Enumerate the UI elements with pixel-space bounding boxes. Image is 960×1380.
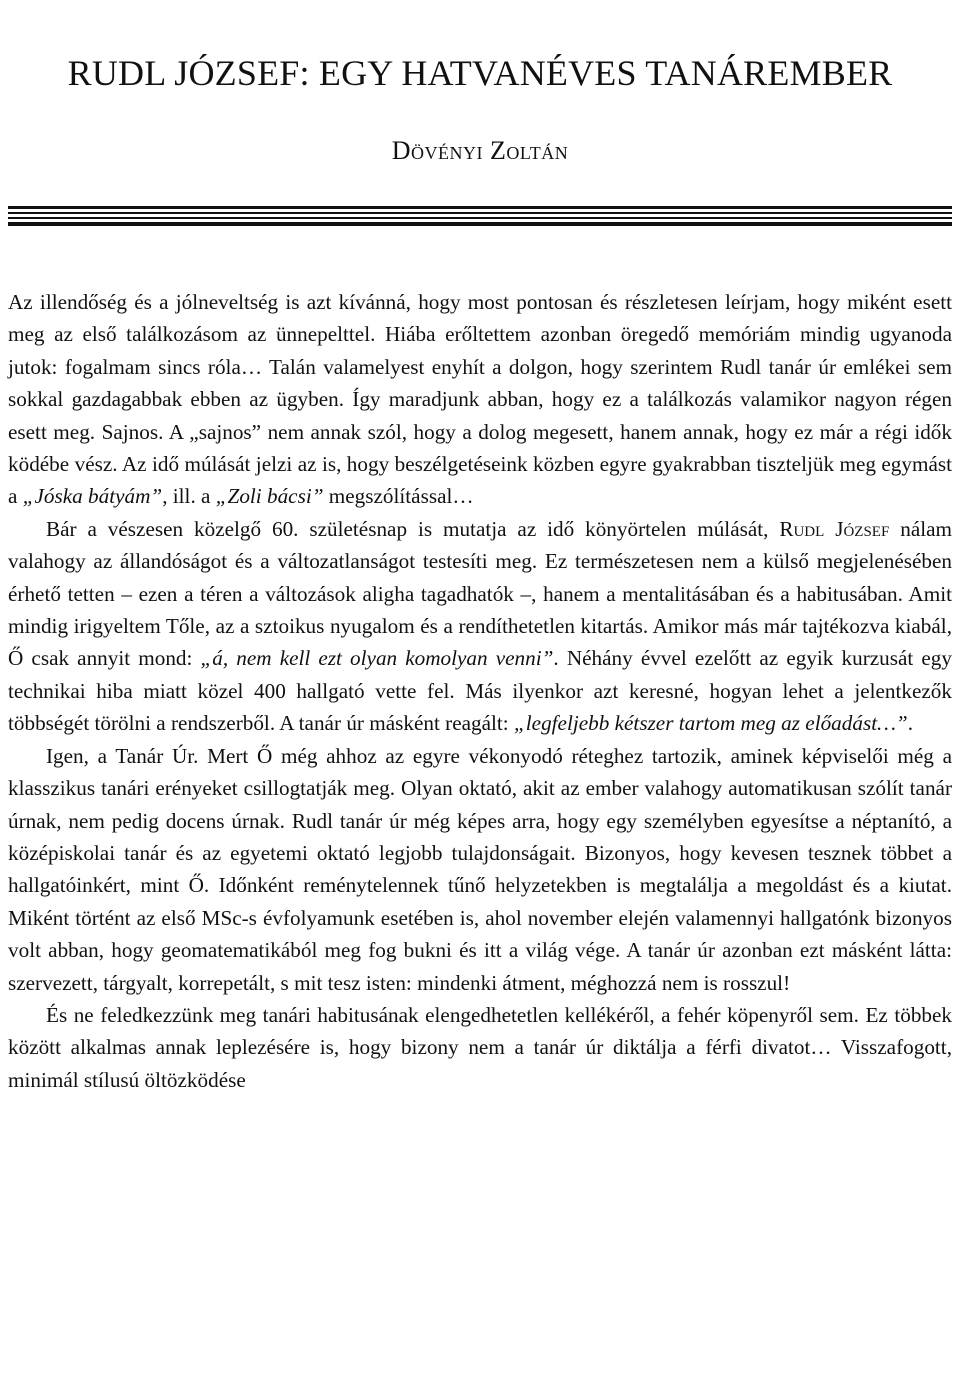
- paragraph: [8, 513, 952, 740]
- quoted-phrase: „Zoli bácsi”: [215, 484, 324, 509]
- text-run: nálam valahogy az állandóságot és a változatlanságot testesíti meg. Ez természetesen nem a külső megjelenésében érhető tetten – ezen a téren a változások aligha tagadhatók –, hanem a mentalitásában és a habitusában. Amit mindig irigyeltem Tőle, az a sztoikus nyugalom és a rendíthetetlen kitartás. Amikor más már tajtékozva kiabál, Ő csak annyit mond:: [8, 516, 952, 671]
- title-divider-line: [8, 212, 952, 214]
- article-body: [8, 286, 952, 1096]
- paragraph: [8, 999, 952, 1096]
- person-name: Rudl József: [779, 516, 890, 541]
- quoted-phrase: „á, nem kell ezt olyan komolyan venni”: [200, 646, 554, 671]
- text-run: .: [907, 711, 914, 736]
- text-run: , ill. a: [162, 484, 216, 509]
- text-run: Igen, a Tanár Úr. Mert Ő még ahhoz az egyre vékonyodó réteghez tartozik, aminek képviselői még a klasszikus tanári erényeket csillogtatják meg. Olyan oktató, akit az ember valahogy automatikusan szólít tanár úrnak, nem pedig docens úrnak. Rudl tanár úr még képes arra, hogy egy személyben egyesítse a néptanító, a középiskolai tanár és az egyetemi oktató legjobb tulajdonságait. Bizonyos, hogy kevesen tesznek többet a hallgatóinkért, mint Ő. Időnként reménytelennek tűnő helyzetekben is megtalálja a megoldást és a kiutat. Miként történt az első MSc-s évfolyamunk esetében is, ahol november elején valamennyi hallgatónk bizonyos volt abban, hogy geomatematikából meg fog bukni és itt a világ vége. A tanár úr azonban ezt másként látta: szervezett, tárgyalt, korrepetált, s mit tesz isten: mindenki átment, méghozzá nem is rosszul!: [8, 743, 952, 995]
- text-run: És ne feledkezzünk meg tanári habitusának elengedhetetlen kellékéről, a fehér köpenyről sem. Ez többek között alkalmas annak leplezésére is, hogy bizony nem a tanár úr diktálja a férfi divatot… Visszafogott, minimál stílusú öltözködése: [8, 1002, 952, 1092]
- text-run: megszólítással…: [323, 484, 474, 509]
- paragraph: [8, 286, 952, 513]
- text-run: Az illendőség és a jólneveltség is azt kívánná, hogy most pontosan és részletesen leírjam, hogy miként esett meg az első találkozásom az ünnepelttel. Hiába erőltettem azonban öregedő memóriám mindig ugyanoda jutok: fogalmam sincs róla… Talán valamelyest enyhít a dolgon, hogy szerintem Rudl tanár úr emlékei sem sokkal gazdagabbak ebben az ügyben. Így maradjunk abban, hogy ez a találkozás valamikor nagyon régen esett meg. Sajnos. A „sajnos” nem annak szól, hogy a dolog megesett, hanem annak, hogy ez már a régi idők ködébe vész. Az idő múlását jelzi az is, hogy beszélgetéseink közben egyre gyakrabban tiszteljük meg egymást a: [8, 290, 952, 509]
- paragraph: [8, 740, 952, 999]
- text-run: . Néhány évvel ezelőtt az egyik kurzusát egy technikai hiba miatt közel 400 hallgató vette fel. Más ilyenkor azt keresné, hogyan lehet a jelentkezők többségét törölni a rendszerből. A tanár úr másként reagált:: [8, 646, 952, 736]
- title-divider-line: [8, 206, 952, 209]
- article-title: RUDL JÓZSEF: EGY HATVANÉVES TANÁREMBER: [67, 53, 893, 93]
- quoted-phrase: „legfeljebb kétszer tartom meg az előadást…”: [514, 711, 908, 736]
- author-name: Dövényi Zoltán: [391, 136, 569, 165]
- title-divider-line: [8, 217, 952, 219]
- quoted-phrase: „Jóska bátyám”: [22, 484, 163, 509]
- text-run: Bár a vészesen közelgő 60. születésnap is mutatja az idő könyörtelen múlását,: [46, 516, 780, 541]
- title-divider-line: [8, 222, 952, 226]
